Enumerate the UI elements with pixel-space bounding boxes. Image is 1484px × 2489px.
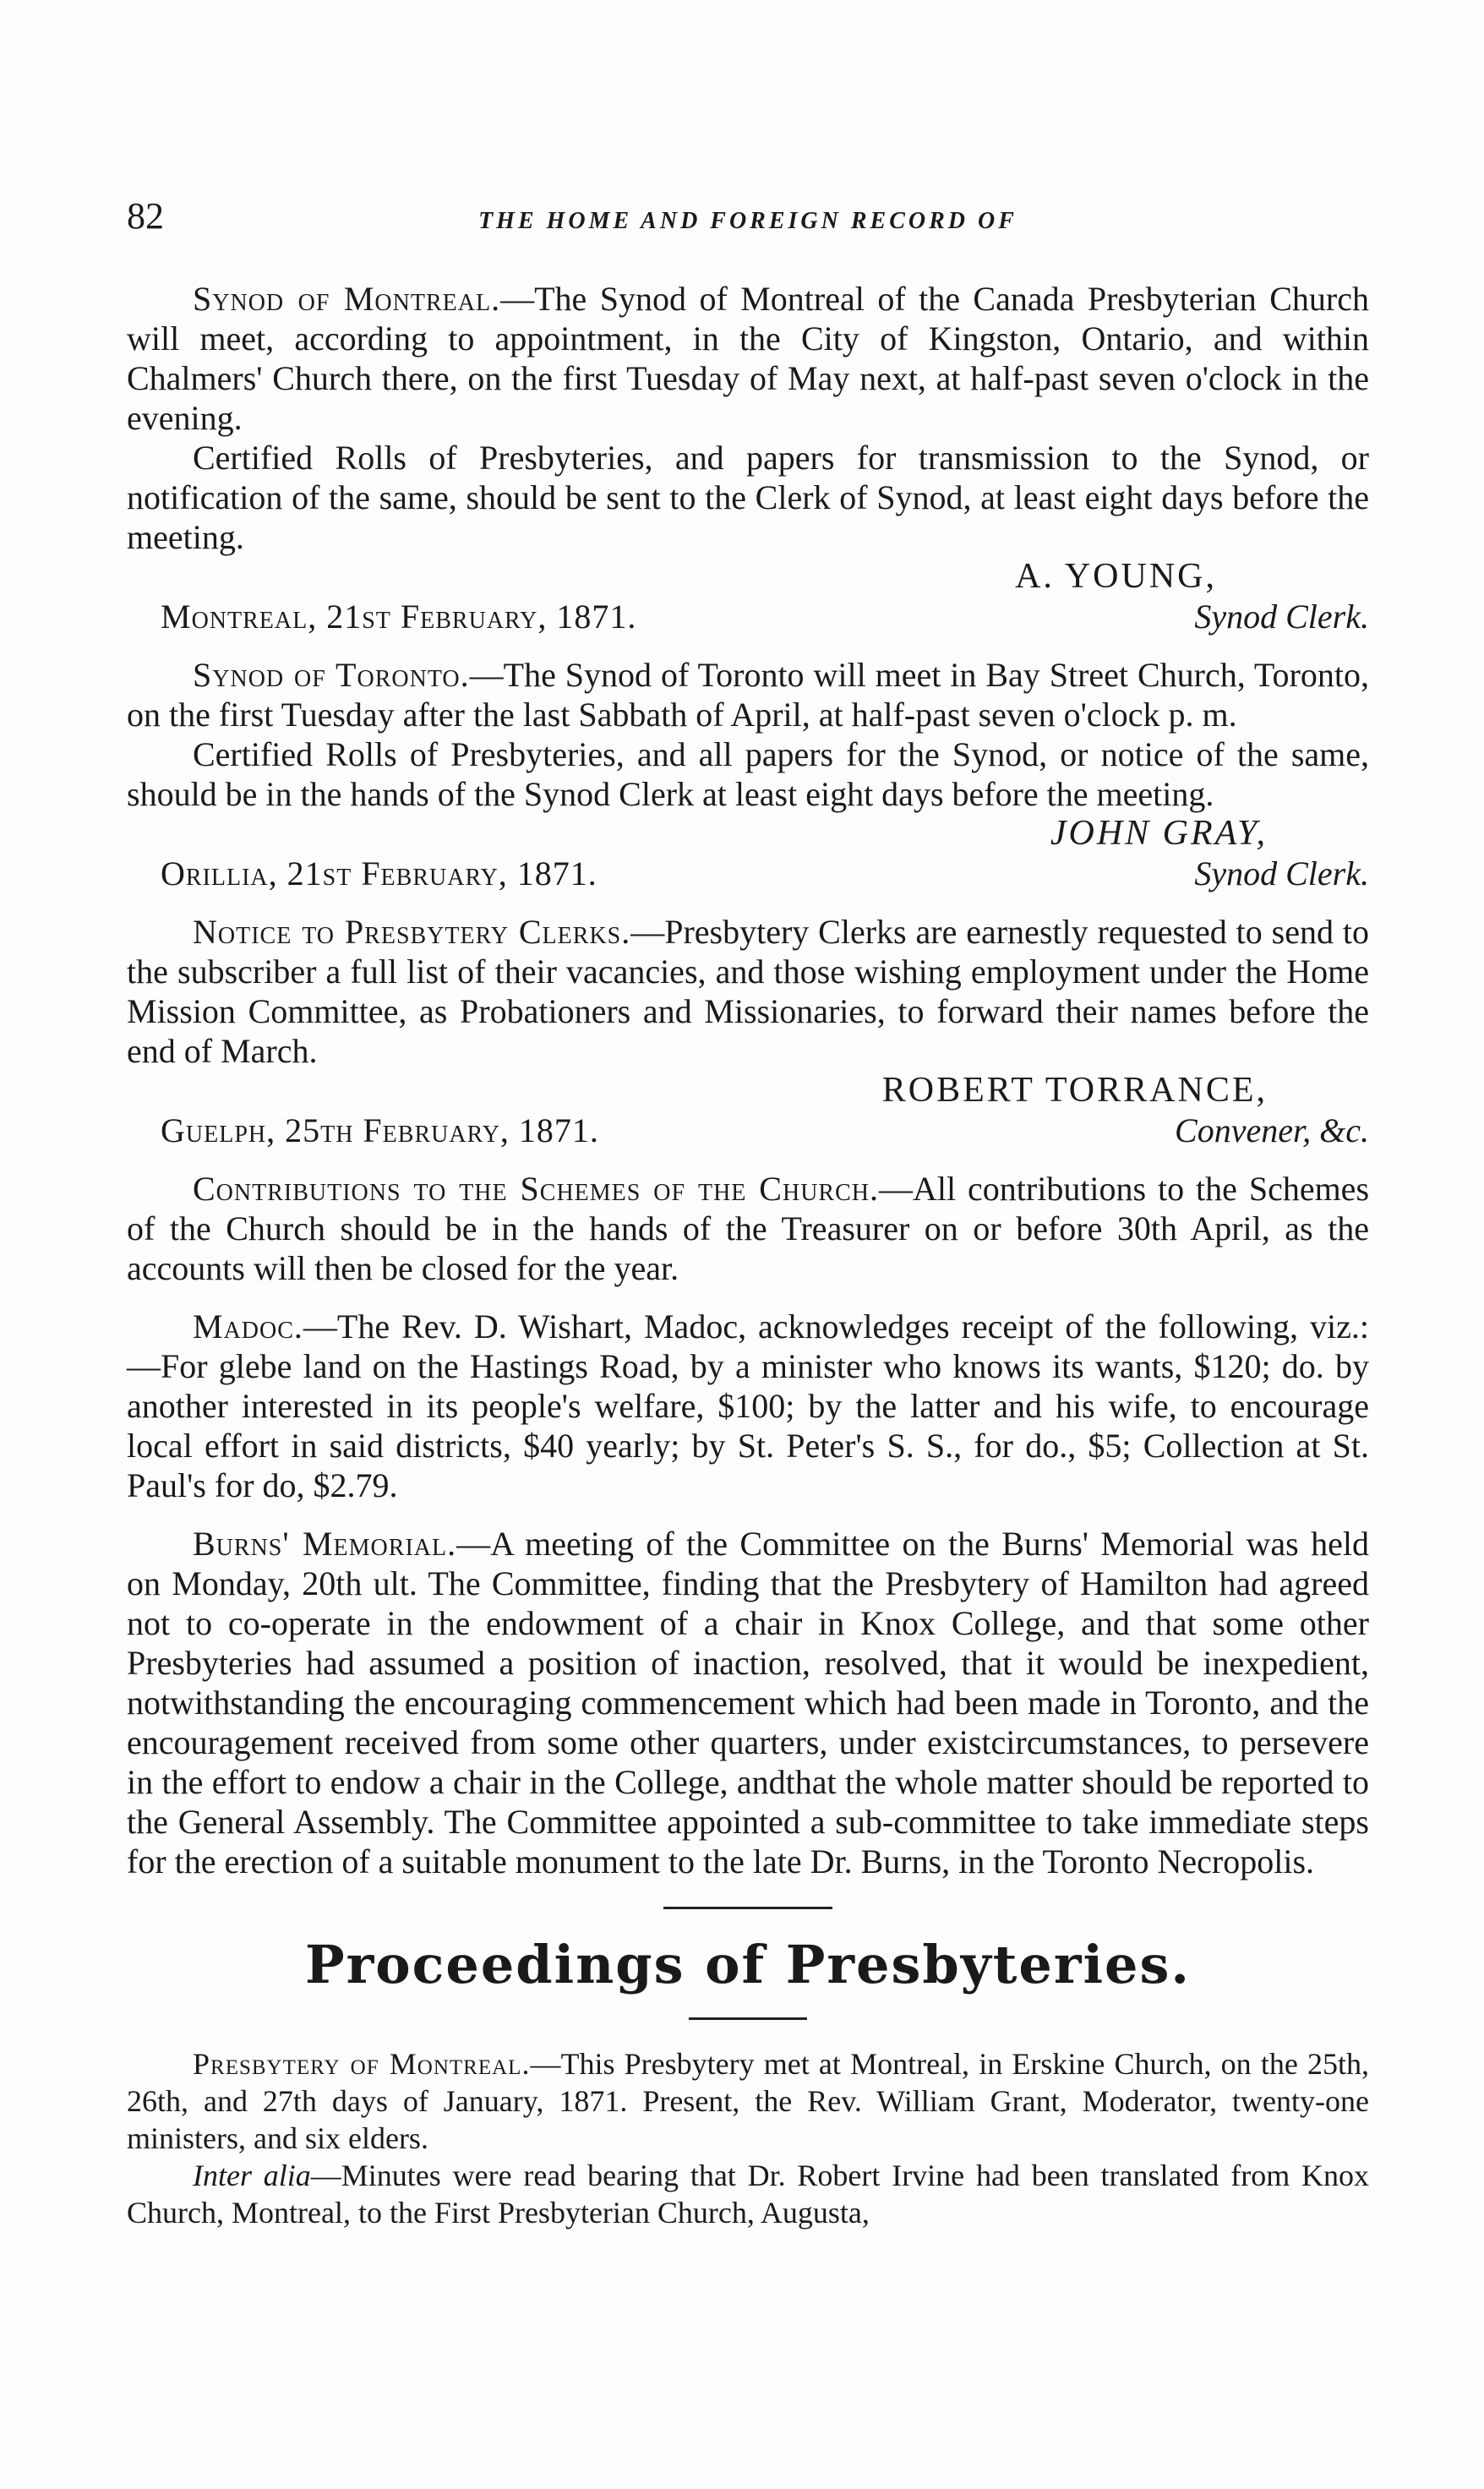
notice-paragraph: Notice to Presbytery Clerks.—Presbytery Clerks are earnestly requested to send to the subscriber a full list of their vacancies, and those wishing employment under the Home Mission Committee, as Probationers and Missionaries, to forward their names before the end of March. [127,913,1369,1070]
notice-heading: Contributions to the Schemes of the Church. [193,1170,879,1208]
notice-heading: Synod of Montreal. [193,280,501,318]
notice-heading: Synod of Toronto. [193,656,470,694]
dateline-row [127,854,1369,893]
dateline-row [127,1111,1369,1150]
presbytery-paragraph: Inter alia—Minutes were read bearing that Dr. Robert Irvine had been translated from Knox Church, Montreal, to the First Presbyterian Church, Augusta, [127,2159,1370,2230]
notice-paragraph: Synod of Toronto.—The Synod of Toronto will meet in Bay Street Church, Toronto, on the first Tuesday after the last Sabbath of April, at half-past seven o'clock p. m. [127,656,1369,734]
running-title: THE HOME AND FOREIGN RECORD OF [478,208,1018,234]
signature-row [127,1071,1369,1111]
dateline-row [127,597,1369,636]
presbytery-paragraph: Presbytery of Montreal.—This Presbytery met at Montreal, in Erskine Church, on the 25th, 26th, and 27th days of January, 1871. Present, the Rev. William Grant, Moderator, twenty-one ministers, and six elders. [127,2047,1369,2155]
notice-paragraph: Certified Rolls of Presbyteries, and all papers for the Synod, or notice of the same, should be in the hands of the Synod Clerk at least eight days before the meeting. [127,735,1369,813]
running-head [127,196,1369,247]
dateline: Guelph, 25th February, 1871. [161,1111,599,1149]
section-rule-top [663,1907,832,1909]
notice-paragraph: Synod of Montreal.—The Synod of Montreal of the Canada Presbyterian Church will meet, according to appointment, in the City of Kingston, Ontario, and within Chalmers' Church there, on the first Tuesday of May next, at half-past seven o'clock in the evening. [127,280,1370,437]
dateline: Orillia, 21st February, 1871. [161,854,597,892]
notice-heading: Notice to Presbytery Clerks. [193,913,631,951]
notices-column [127,279,1369,2250]
signer-role: Convener, &c. [1175,1111,1369,1149]
notice-contributions [127,1169,1369,1288]
presbytery-heading: Presbytery of Montreal. [193,2047,531,2081]
inter-alia: Inter alia [193,2159,311,2192]
dateline: Montreal, 21st February, 1871. [161,598,637,636]
notice-burns-memorial [127,1524,1369,1881]
section-title: Proceedings of Presbyteries. [305,1934,1191,1995]
notice-paragraph: Burns' Memorial.—A meeting of the Committee on the Burns' Memorial was held on Monday, 20th ult. The Committee, finding that the Presbytery of Hamilton had agreed not to co-operate in the endowment of a chair in Knox College, and that some other Presbyteries had assumed a position of inaction, resolved, that it would be inexpedient, notwithstanding the encouraging commencement which had been made in Toronto, and the encouragement received from some other quarters, under existcircumstances, to persevere in the effort to endow a chair in the College, andthat the whole matter should be reported to the General Assembly. The Committee appointed a sub-committee to take immediate steps for the erection of a suitable monument to the late Dr. Burns, in the Toronto Necropolis. [127,1525,1370,1880]
notice-heading: Madoc. [193,1307,303,1345]
notice-paragraph: Madoc.—The Rev. D. Wishart, Madoc, acknowledges receipt of the following, viz.:—For glebe land on the Hastings Road, by a minister who knows its wants, $120; do. by another interested in its people's welfare, $100; by the latter and his wife, to encourage local effort in said districts, $40 yearly; by St. Peter's S. S., for do., $5; Collection at St. Paul's for do, $2.79. [127,1307,1369,1504]
notice-madoc [127,1307,1369,1505]
signature-row [127,814,1369,854]
notice-paragraph: Contributions to the Schemes of the Church.—All contributions to the Schemes of the Church should be in the hands of the Treasurer on or before 30th April, as the accounts will then be closed for the year. [127,1170,1370,1287]
notice-paragraph: Certified Rolls of Presbyteries, and papers for transmission to the Synod, or notification of the same, should be sent to the Clerk of Synod, at least eight days before the meeting. [127,439,1369,556]
notice-heading: Burns' Memorial. [193,1525,457,1563]
signer-name: ROBERT TORRANCE, [881,1071,1268,1110]
presbytery-montreal [127,2045,1369,2231]
notice-synod-montreal [127,279,1369,636]
signer-role: Synod Clerk. [1194,598,1369,636]
signer-name: JOHN GRAY, [1050,814,1268,853]
notice-synod-toronto [127,655,1369,893]
signer-role: Synod Clerk. [1194,854,1369,892]
signer-name: A. YOUNG, [1015,557,1217,596]
notice-presbytery-clerks [127,912,1369,1150]
section-rule-bottom [689,2017,807,2020]
signature-row [127,557,1369,597]
page-number: 82 [127,195,164,237]
